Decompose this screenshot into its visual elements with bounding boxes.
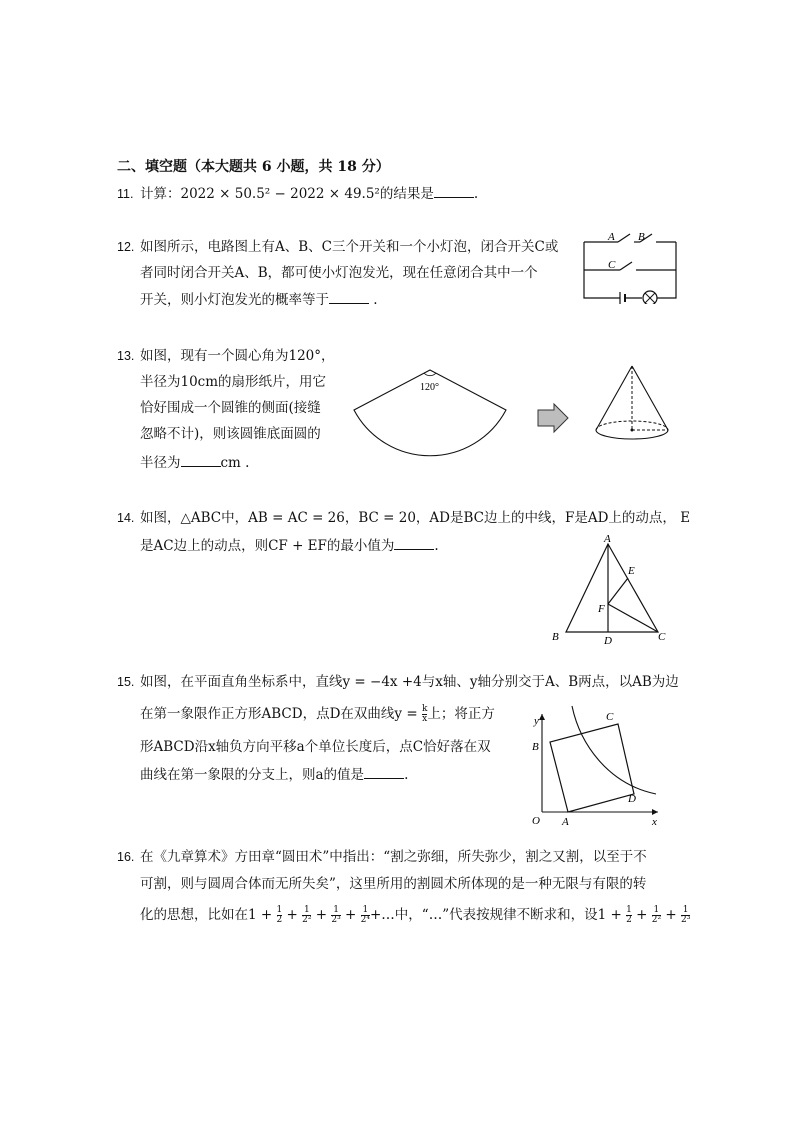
question-11-text: [140, 184, 478, 204]
fraction-1-2-cubed: $\frac{1}{\text{2³}}$: [331, 905, 341, 925]
question-14-line-1: 如图，△ABC中，AB = AC = 26，BC = 20，AD是BC边上的中线，F是AD上的动点， E: [140, 510, 691, 526]
arrow-icon: [538, 404, 568, 432]
origin-label: O: [532, 815, 540, 827]
question-16-line-3-middle: +…中，“…”代表按规律不断求和，设1 +: [369, 907, 622, 923]
question-13-line-2: 半径为10cm的扇形纸片，用它: [140, 374, 327, 390]
switch-b-label: B: [638, 231, 645, 243]
question-12-end: .: [373, 292, 378, 308]
vertex-b-label: B: [552, 631, 559, 643]
point-b-label: B: [532, 741, 539, 753]
question-15-number: 15.: [117, 675, 135, 689]
question-15-line-1: 如图，在平面直角坐标系中，直线y = −4x +4与x轴、y轴分别交于A、B两点，以AB为边: [140, 674, 679, 690]
answer-blank: [329, 291, 369, 304]
fraction-1-2-squared-b: $\frac{1}{\text{2²}}$: [651, 905, 662, 925]
question-13-line-1: 如图，现有一个圆心角为120°，: [140, 348, 335, 364]
point-f-label: F: [598, 603, 605, 615]
coordinate-figure: [528, 704, 664, 828]
question-15-line-4-text: 曲线在第一象限的分支上，则a的值是: [140, 767, 365, 783]
vertex-c-label: C: [658, 631, 666, 643]
answer-blank: [394, 537, 434, 550]
circuit-diagram: [578, 226, 682, 304]
question-13-end: cm .: [220, 455, 250, 471]
question-13-line-4: 忽略不计)，则该圆锥底面圆的: [140, 426, 321, 442]
point-d-label: D: [628, 793, 636, 805]
question-15-line-3: 形ABCD沿x轴负方向平移a个单位长度后，点C恰好落在双: [140, 739, 491, 755]
x-axis-label: x: [652, 816, 657, 828]
question-16-line-2: 可割，则与圆周合体而无所失矣”，这里所用的割圆术所体现的是一种无限与有限的转: [140, 876, 647, 892]
question-11-number: 11.: [117, 187, 134, 201]
question-15-line-2: [140, 704, 495, 724]
question-15-line-2-end: 上；将正方: [427, 706, 495, 722]
answer-blank: [181, 454, 221, 467]
fraction-1-2-cubed-b: $\frac{1}{\text{2³}}$: [680, 905, 691, 925]
sector-cone-figure: [348, 358, 688, 470]
answer-blank: [434, 185, 474, 198]
point-a-label: A: [562, 816, 569, 828]
question-16-line-3-start: 化的思想，比如在1 +: [140, 907, 273, 923]
question-14-number: 14.: [117, 511, 135, 525]
answer-blank: [364, 766, 404, 779]
fraction-1-2-b: $\frac{1}{2}$: [626, 905, 632, 925]
question-14-line-2-text: 是AC边上的动点，则CF + EF的最小值为: [140, 538, 395, 554]
question-16-line-1: 在《九章算术》方田章“圆田术”中指出：“割之弥细，所失弥少，割之又割，以至于不: [140, 849, 647, 865]
cone-shape: [596, 366, 668, 439]
switch-c-label: C: [608, 259, 616, 271]
point-c-label: C: [606, 711, 614, 723]
section-title: 二、填空题（本大题共 6 小题，共 18 分）: [117, 159, 390, 175]
question-13-line-3: 恰好围成一个圆锥的侧面(接缝: [140, 400, 321, 416]
question-15-line-4: [140, 765, 408, 785]
question-14-end: .: [434, 538, 439, 554]
question-16-number: 16.: [117, 850, 135, 864]
question-12-line-2: 者同时闭合开关A、B，都可使小灯泡发光，现在任意闭合其中一个: [140, 265, 538, 281]
question-12-line-3: [140, 290, 378, 310]
question-11-end: .: [473, 186, 479, 202]
fraction-1-2-squared: $\frac{1}{\text{2²}}$: [302, 905, 312, 925]
question-13-line-5: [140, 453, 249, 473]
question-13-line-5-text: 半径为: [140, 455, 181, 471]
switch-a-label: A: [608, 231, 615, 243]
question-15-end: .: [404, 767, 409, 783]
question-14-line-2: [140, 536, 439, 556]
question-12-line-1: 如图所示，电路图上有A、B、C三个开关和一个小灯泡，闭合开关C或: [140, 239, 559, 255]
question-15-line-2-text: 在第一象限作正方形ABCD，点D在双曲线y =: [140, 706, 418, 722]
point-d-label: D: [604, 635, 612, 647]
question-11-stem: 计算：2022 × 50.5² − 2022 × 49.5²的结果是: [140, 186, 434, 202]
question-13-number: 13.: [117, 349, 135, 363]
sector-angle-label: 120°: [420, 382, 439, 393]
fraction-k-over-x: $\frac{k}{x}$: [421, 704, 428, 724]
question-12-number: 12.: [117, 240, 135, 254]
y-axis-label: y: [534, 715, 539, 727]
fraction-1-2-fourth: $\frac{1}{\text{2⁴}}$: [360, 905, 370, 925]
vertex-a-label: A: [604, 533, 611, 545]
fraction-1-2: $\frac{1}{2}$: [276, 905, 283, 925]
point-e-label: E: [628, 565, 635, 577]
triangle-figure: [548, 532, 672, 648]
question-12-line-3-text: 开关，则小灯泡发光的概率等于: [140, 292, 329, 308]
question-16-line-3: 化的思想，比如在1 + $\frac{1}{2}$ + $\frac{1}{\text{2²}}$ + $\frac{1}{\text{2³}}$ + $\frac{1}{\text{2⁴}}$ +…中，“…”代表按规律不断求和，设1 + $\frac{1}{2}$ + $\frac{1}{\text{2²}}$ + $\frac{1}{\text{2³}}$: [140, 905, 691, 925]
